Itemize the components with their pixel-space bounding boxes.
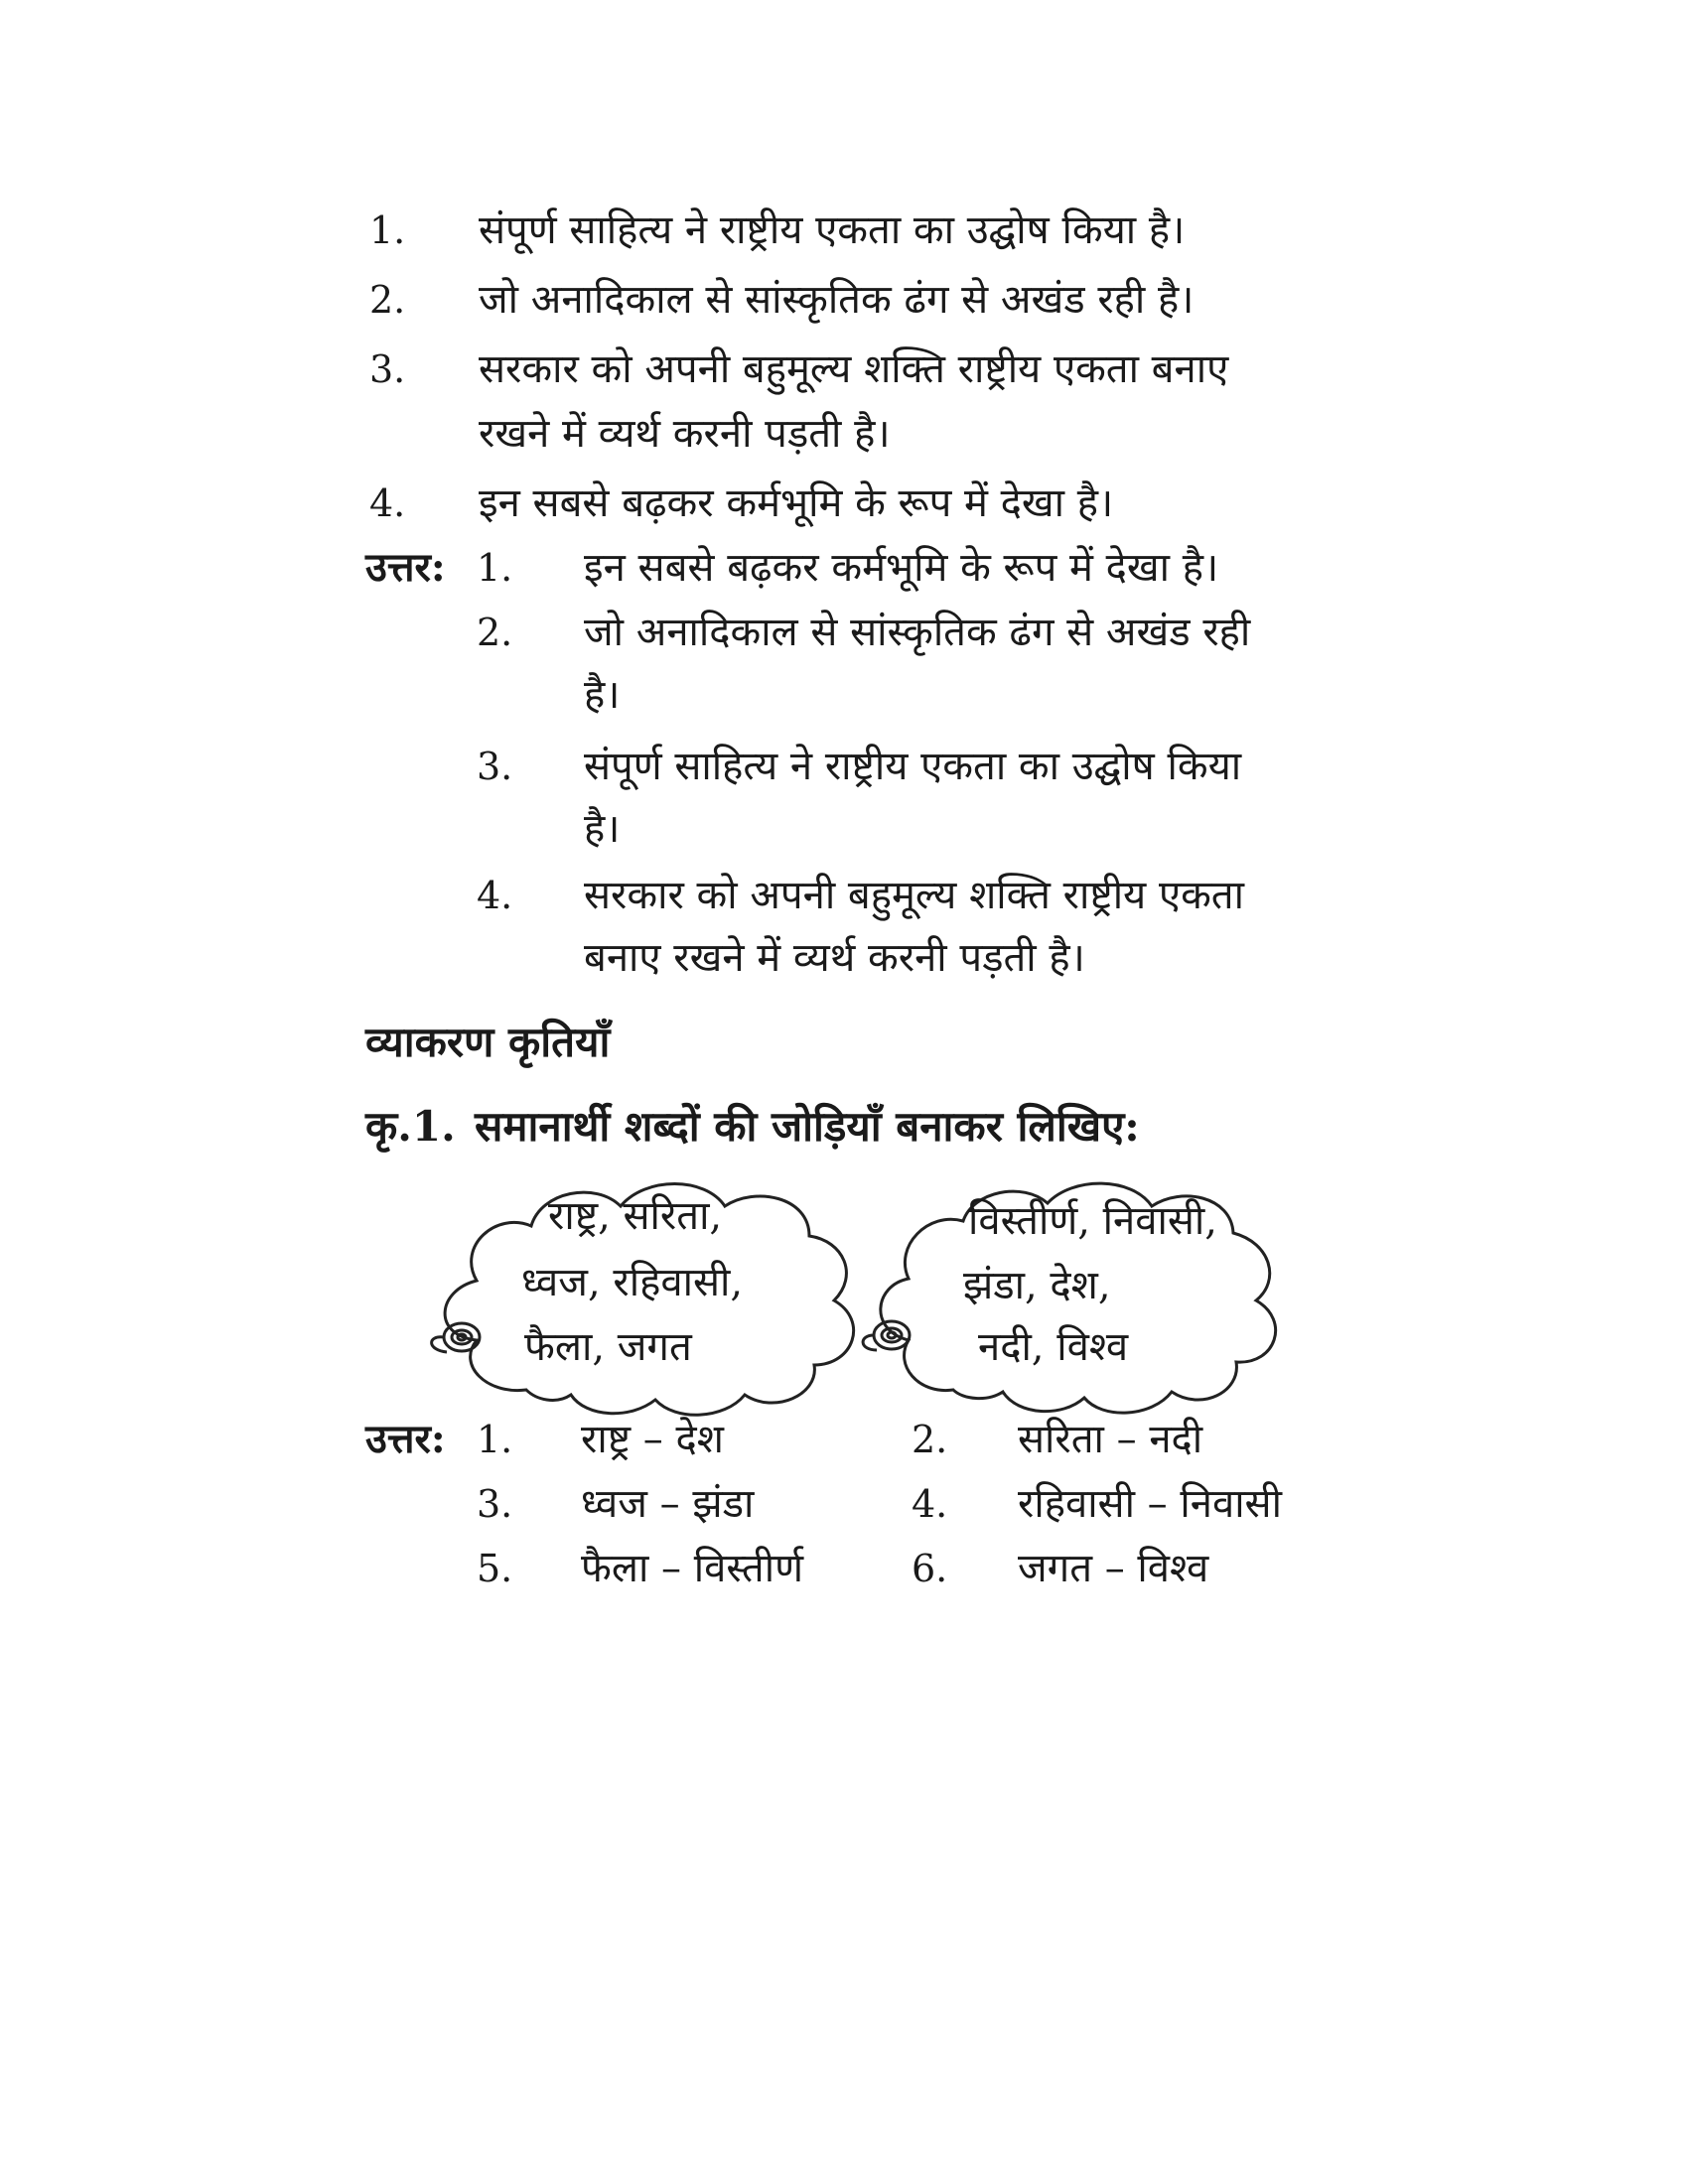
answer-label: उत्तर:	[365, 1416, 446, 1462]
pair-number: 5.	[477, 1547, 513, 1590]
pair-text: रहिवासी – निवासी	[1018, 1481, 1282, 1527]
cloud-left-line: फैला, जगत	[524, 1324, 692, 1370]
question-text: रखने में व्यर्थ करनी पड़ती है।	[479, 411, 891, 457]
cloud-right-line: नदी, विश्व	[978, 1324, 1129, 1370]
answer-number: 2.	[477, 611, 513, 654]
question-text: जो अनादिकाल से सांस्कृतिक ढंग से अखंड रही है।	[479, 277, 1195, 323]
answer-number: 4.	[477, 874, 513, 917]
pair-number: 6.	[912, 1547, 948, 1590]
exercise-number: कृ.1.	[365, 1102, 456, 1151]
question-text: सरकार को अपनी बहुमूल्य शक्ति राष्ट्रीय एकता बनाए	[479, 346, 1229, 392]
answer-text: बनाए रखने में व्यर्थ करनी पड़ती है।	[584, 935, 1085, 981]
cloud-right-line: विस्तीर्ण, निवासी,	[968, 1198, 1217, 1244]
pair-number: 2.	[912, 1418, 948, 1461]
answer-text: इन सबसे बढ़कर कर्मभूमि के रूप में देखा है।	[584, 545, 1219, 591]
question-number: 1.	[369, 208, 406, 252]
answer-number: 1.	[477, 546, 513, 590]
answer-text: है।	[584, 672, 621, 718]
pair-text: सरिता – नदी	[1018, 1417, 1203, 1462]
exercise-title: समानार्थी शब्दों की जोड़ियाँ बनाकर लिखिए:	[475, 1102, 1140, 1151]
answer-text: जो अनादिकाल से सांस्कृतिक ढंग से अखंड रही	[584, 610, 1251, 655]
cloud-right-line: झंडा, देश,	[963, 1263, 1111, 1308]
question-text: संपूर्ण साहित्य ने राष्ट्रीय एकता का उद्घोष किया है।	[479, 207, 1186, 253]
section-heading: व्याकरण कृतियाँ	[365, 1018, 611, 1066]
question-number: 3.	[369, 347, 406, 391]
question-text: इन सबसे बढ़कर कर्मभूमि के रूप में देखा है।	[479, 480, 1114, 526]
pair-number: 1.	[477, 1418, 513, 1461]
pair-number: 4.	[912, 1482, 948, 1526]
answer-number: 3.	[477, 745, 513, 788]
question-number: 4.	[369, 481, 406, 525]
answer-text: संपूर्ण साहित्य ने राष्ट्रीय एकता का उद्घोष किया	[584, 744, 1242, 789]
pair-text: जगत – विश्व	[1018, 1546, 1209, 1591]
answer-text: सरकार को अपनी बहुमूल्य शक्ति राष्ट्रीय एकता	[584, 873, 1244, 918]
answer-label: उत्तर:	[365, 544, 446, 591]
pair-text: फैला – विस्तीर्ण	[581, 1546, 803, 1591]
question-number: 2.	[369, 278, 406, 322]
pair-text: ध्वज – झंडा	[581, 1481, 755, 1527]
cloud-left-line: राष्ट्र, सरिता,	[548, 1193, 723, 1239]
pair-number: 3.	[477, 1482, 513, 1526]
cloud-left-line: ध्वज, रहिवासी,	[521, 1260, 744, 1305]
pair-text: राष्ट्र – देश	[581, 1417, 724, 1462]
answer-text: है।	[584, 806, 621, 852]
